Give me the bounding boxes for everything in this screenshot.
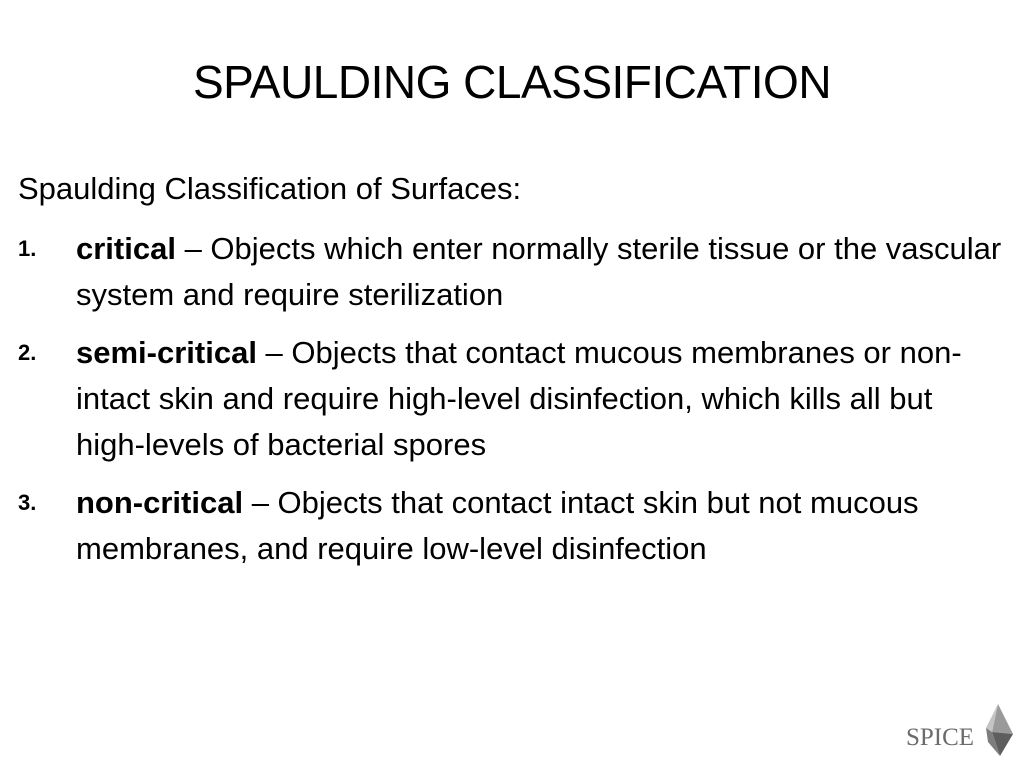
classification-list	[18, 226, 1003, 584]
list-item-term: non-critical	[76, 485, 244, 520]
list-item-semi-critical	[18, 330, 1003, 468]
logo-text: SPICE	[906, 724, 975, 751]
triangular-prism-icon	[978, 702, 1014, 758]
list-item-non-critical	[18, 480, 1003, 572]
spice-logo	[906, 702, 1014, 758]
list-item-number: 1.	[18, 236, 37, 261]
list-item-critical	[18, 226, 1003, 318]
list-item-description: – Objects that contact mucous membranes or non-intact skin and require high-level disinfection, which kills all but high-levels of bacterial spores	[76, 335, 962, 462]
slide-title: SPAULDING CLASSIFICATION	[192, 56, 832, 108]
list-item-text	[76, 330, 1003, 468]
list-item-number: 2.	[18, 340, 37, 365]
list-item-text	[76, 226, 1003, 318]
list-item-text	[76, 480, 1003, 572]
list-item-number: 3.	[18, 490, 37, 515]
list-item-description: – Objects that contact intact skin but not mucous membranes, and require low-level disinfection	[76, 485, 919, 566]
list-item-term: critical	[76, 231, 176, 266]
list-item-description: – Objects which enter normally sterile tissue or the vascular system and require sterilization	[76, 231, 1002, 312]
intro-text: Spaulding Classification of Surfaces:	[18, 171, 522, 206]
list-item-term: semi-critical	[76, 335, 257, 370]
